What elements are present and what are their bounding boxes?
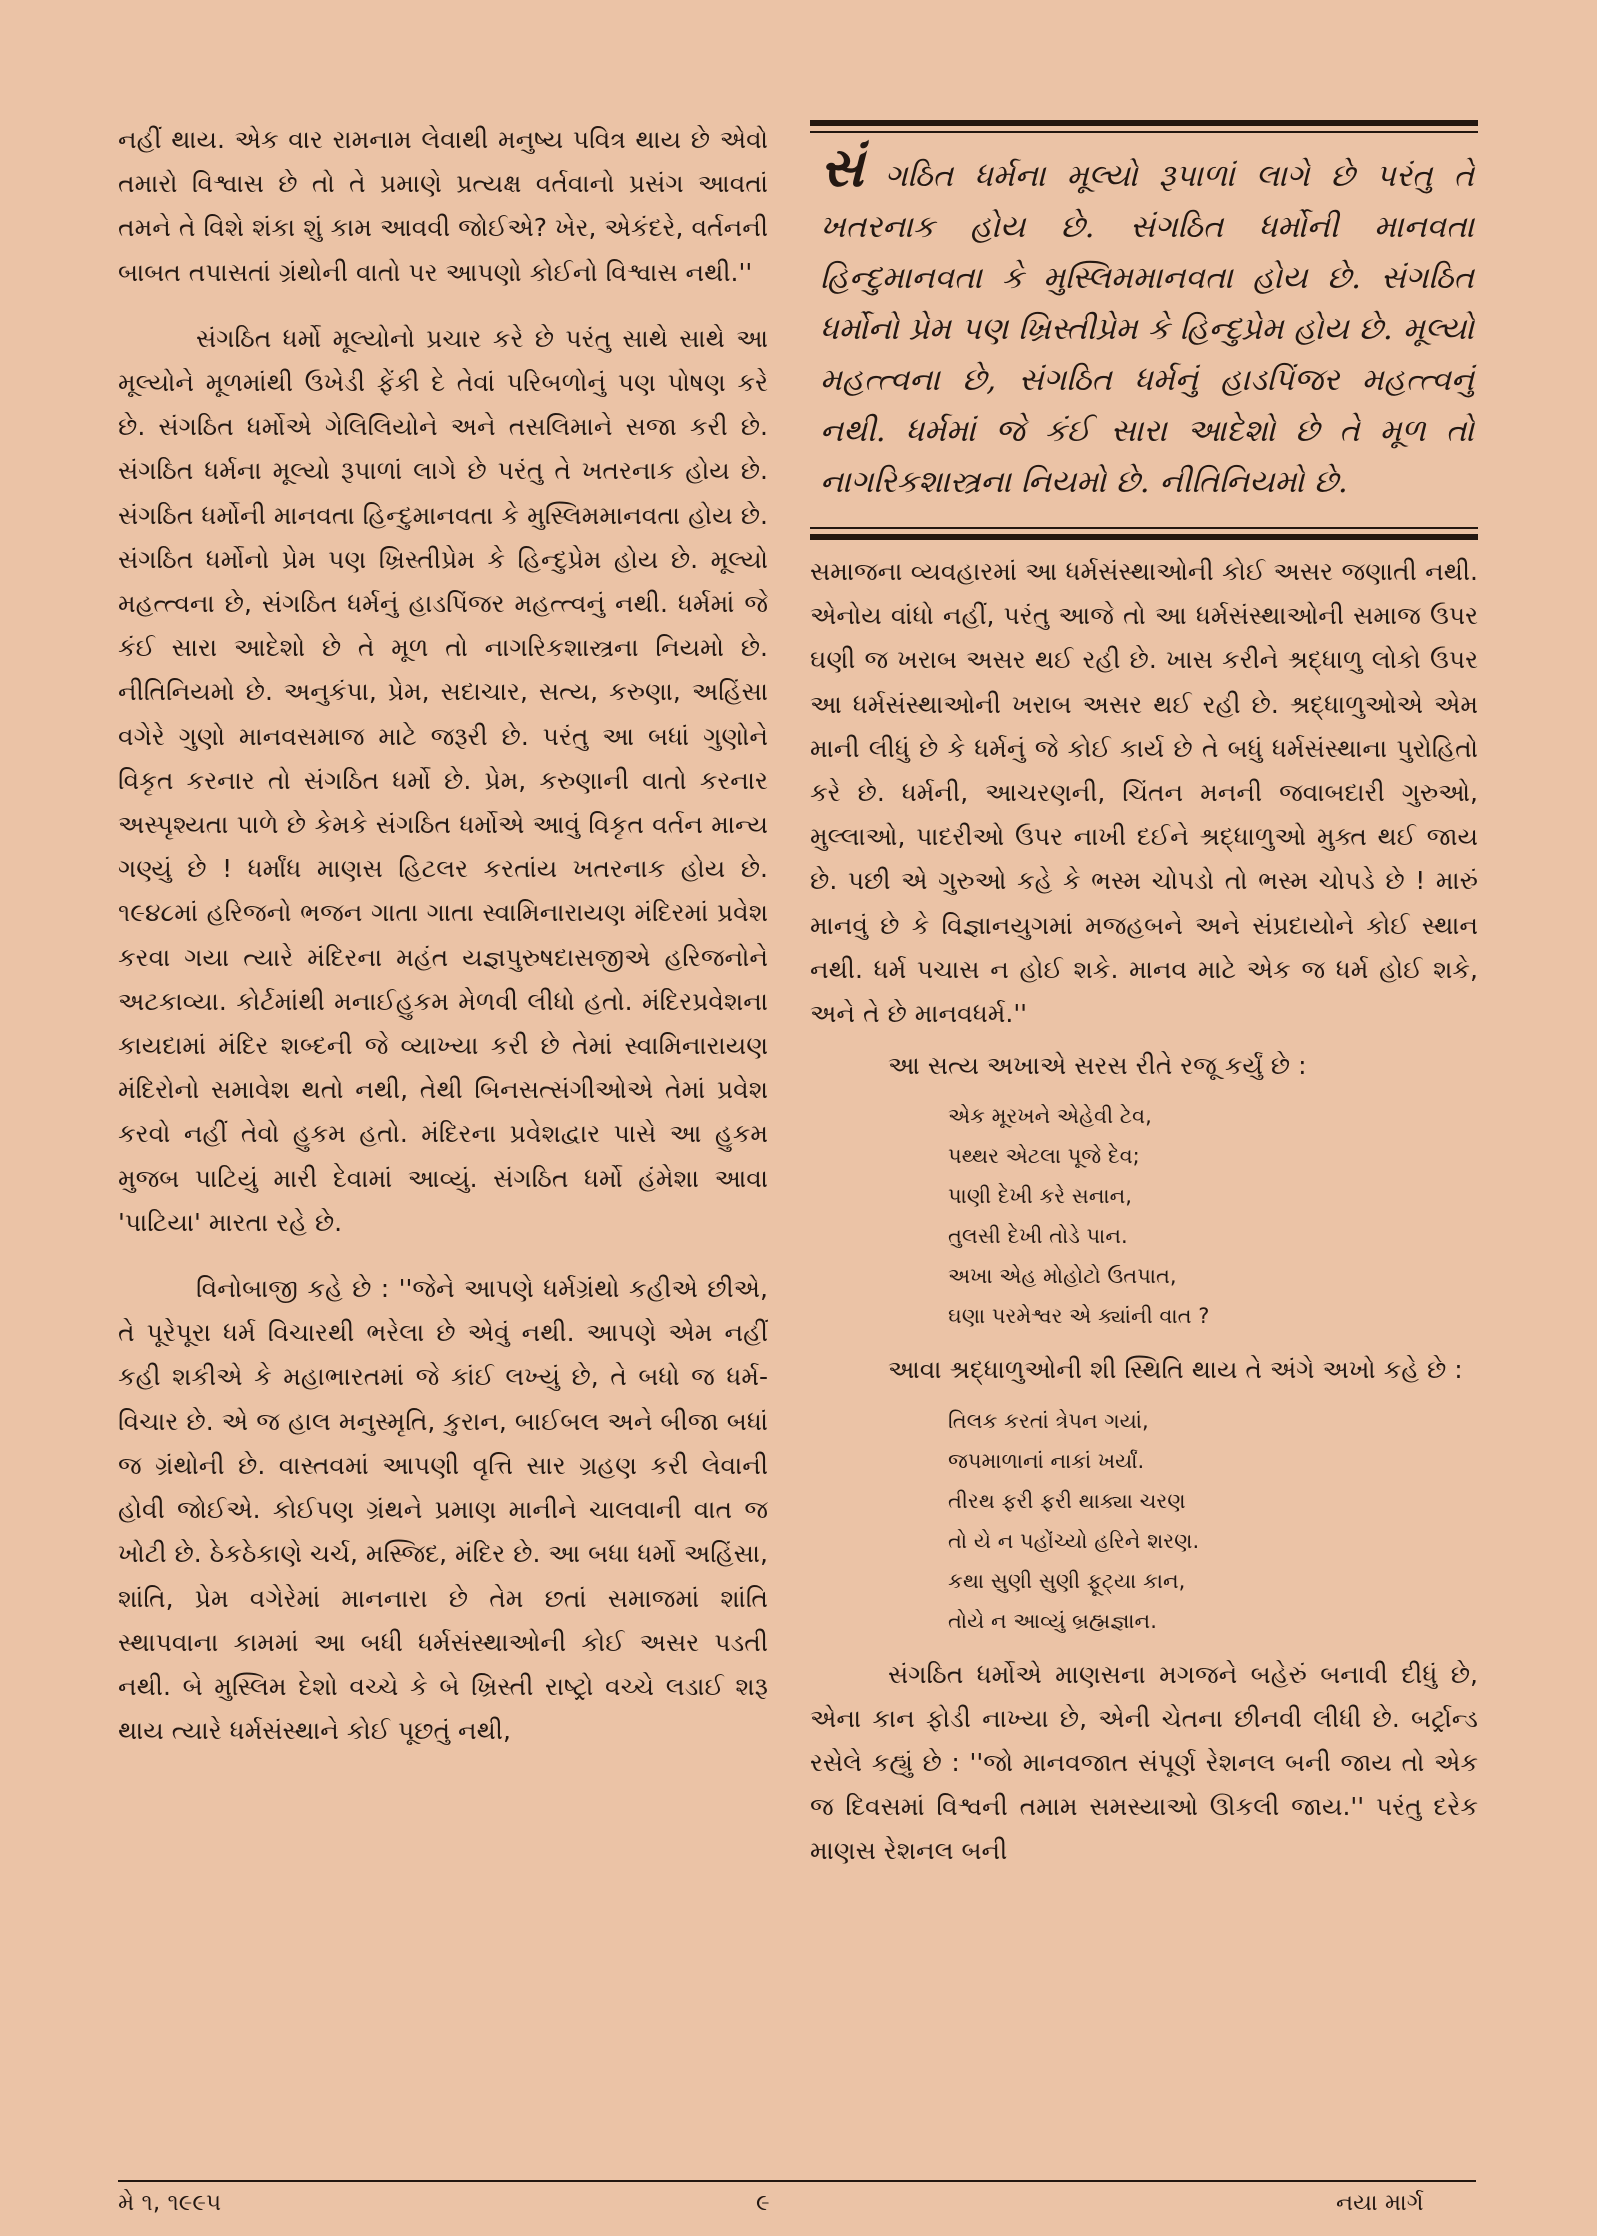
poem-1-line: તુલસી દેખી તોડે પાન.	[948, 1224, 1128, 1249]
pull-quote-top-rule-thick	[810, 120, 1478, 126]
right-body	[810, 550, 1478, 1874]
right-paragraph-2: સંગઠિત ધર્મોએ માણસના મગજને બહેરું બનાવી દીધું છે, એના કાન ફોડી નાખ્યા છે, એની ચેતના છીનવી લીધી છે. બર્ટ્રાન્ડ રસેલે કહ્યું છે : ''જો માનવજાત સંપૂર્ણ રેશનલ બની જાય તો એક જ દિવસમાં વિશ્વની તમામ સમસ્યાઓ ઊકલી જાય.'' પરંતુ દરેક માણસ રેશનલ બની	[810, 1659, 1478, 1866]
poem-2-line: તીરથ ફરી ફરી થાક્યા ચરણ	[948, 1488, 1186, 1513]
poem-1-line: પથ્થર એટલા પૂજે દેવ;	[948, 1144, 1140, 1169]
right-paragraph-1: સમાજના વ્યવહારમાં આ ધર્મસંસ્થાઓની કોઈ અસર જણાતી નથી. એનોય વાંધો નહીં, પરંતુ આજે તો આ ધર્મસંસ્થાઓની સમાજ ઉપર ઘણી જ ખરાબ અસર થઈ રહી છે. ખાસ કરીને શ્રદ્ધાળુ લોકો ઉપર આ ધર્મસંસ્થાઓની ખરાબ અસર થઈ રહી છે. શ્રદ્ધાળુઓએ એમ માની લીધું છે કે ધર્મનું જે કોઈ કાર્ય છે તે બધું ધર્મસંસ્થાના પુરોહિતો કરે છે. ધર્મની, આચરણની, ચિંતન મનની જવાબદારી ગુરુઓ, મુલ્લાઓ, પાદરીઓ ઉપર નાખી દઈને શ્રદ્ધાળુઓ મુક્ત થઈ જાય છે. પછી એ ગુરુઓ કહે કે ભસ્મ ચોપડો તો ભસ્મ ચોપડે છે ! મારું માનવું છે કે વિજ્ઞાનયુગમાં મજહબને અને સંપ્રદાયોને કોઈ સ્થાન નથી. ધર્મ પચાસ ન હોઈ શકે. માનવ માટે એક જ ધર્મ હોઈ શકે, અને તે છે માનવધર્મ.''	[810, 557, 1478, 1029]
publication-name: નયા માર્ગ	[1336, 2190, 1424, 2216]
left-paragraph-3: વિનોબાજી કહે છે : ''જેને આપણે ધર્મગ્રંથો કહીએ છીએ, તે પૂરેપૂરા ધર્મ વિચારથી ભરેલા છે એવું નથી. આપણે એમ નહીં કહી શકીએ કે મહાભારતમાં જે કાંઈ લખ્યું છે, તે બધો જ ધર્મ-વિચાર છે. એ જ હાલ મનુસ્મૃતિ, કુરાન, બાઈબલ અને બીજા બધાં જ ગ્રંથોની છે. વાસ્તવમાં આપણી વૃત્તિ સાર ગ્રહણ કરી લેવાની હોવી જોઈએ. કોઈપણ ગ્રંથને પ્રમાણ માનીને ચાલવાની વાત જ ખોટી છે. ઠેકઠેકાણે ચર્ચ, મસ્જિદ, મંદિર છે. આ બધા ધર્મો અહિંસા, શાંતિ, પ્રેમ વગેરેમાં માનનારા છે તેમ છતાં સમાજમાં શાંતિ સ્થાપવાના કામમાં આ બધી ધર્મસંસ્થાઓની કોઈ અસર પડતી નથી. બે મુસ્લિમ દેશો વચ્ચે કે બે ખ્રિસ્તી રાષ્ટ્રો વચ્ચે લડાઈ શરૂ થાય ત્યારે ધર્મસંસ્થાને કોઈ પૂછતું નથી,	[118, 1274, 769, 1746]
poem-2-line: જપમાળાનાં નાકાં ખર્યાં.	[948, 1448, 1145, 1473]
poem-1-line: ઘણા પરમેશ્વર એ ક્યાંની વાત ?	[948, 1304, 1210, 1329]
left-paragraph-2: સંગઠિત ધર્મો મૂલ્યોનો પ્રચાર કરે છે પરંતુ સાથે સાથે આ મૂલ્યોને મૂળમાંથી ઉખેડી ફેંકી દે તેવાં પરિબળોનું પણ પોષણ કરે છે. સંગઠિત ધર્મોએ ગેલિલિયોને અને તસલિમાને સજા કરી છે. સંગઠિત ધર્મના મૂલ્યો રૂપાળાં લાગે છે પરંતુ તે ખતરનાક હોય છે. સંગઠિત ધર્મોની માનવતા હિન્દુમાનવતા કે મુસ્લિમમાનવતા હોય છે. સંગઠિત ધર્મોનો પ્રેમ પણ ખ્રિસ્તીપ્રેમ કે હિન્દુપ્રેમ હોય છે. મૂલ્યો મહત્ત્વના છે, સંગઠિત ધર્મનું હાડપિંજર મહત્ત્વનું નથી. ધર્મમાં જે કંઈ સારા આદેશો છે તે મૂળ તો નાગરિકશાસ્ત્રના નિયમો છે. નીતિનિયમો છે. અનુકંપા, પ્રેમ, સદાચાર, સત્ય, કરુણા, અહિંસા વગેરે ગુણો માનવસમાજ માટે જરૂરી છે. પરંતુ આ બધાં ગુણોને વિકૃત કરનાર તો સંગઠિત ધર્મો છે. પ્રેમ, કરુણાની વાતો કરનાર અસ્પૃશ્યતા પાળે છે કેમકે સંગઠિત ધર્મોએ આવું વિકૃત વર્તન માન્ય ગણ્યું છે ! ધર્માંધ માણસ હિટલર કરતાંય ખતરનાક હોય છે. ૧૯૪૮માં હરિજનો ભજન ગાતા ગાતા સ્વામિનારાયણ મંદિરમાં પ્રવેશ કરવા ગયા ત્યારે મંદિરના મહંત યજ્ઞપુરુષદાસજીએ હરિજનોને અટકાવ્યા. કોર્ટમાંથી મનાઈહુકમ મેળવી લીધો હતો. મંદિરપ્રવેશના કાયદામાં મંદિર શબ્દની જે વ્યાખ્યા કરી છે તેમાં સ્વામિનારાયણ મંદિરોનો સમાવેશ થતો નથી, તેથી બિનસત્સંગીઓએ તેમાં પ્રવેશ કરવો નહીં તેવો હુકમ હતો. મંદિરના પ્રવેશદ્વાર પાસે આ હુકમ મુજબ પાટિયું મારી દેવામાં આવ્યું. સંગઠિત ધર્મો હંમેશા આવા 'પાટિયા' મારતા રહે છે.	[118, 323, 768, 1237]
poem-1-intro: આ સત્ય અખાએ સરસ રીતે રજૂ કર્યું છે :	[888, 1051, 1307, 1081]
pull-quote-bottom-rule-thick	[810, 534, 1478, 540]
pull-quote	[810, 133, 1478, 522]
poem-2-line: તોયે ન આવ્યું બ્રહ્મજ્ઞાન.	[948, 1608, 1157, 1633]
poem-2-line: કથા સુણી સુણી ફૂટ્યા કાન,	[948, 1568, 1186, 1593]
pull-quote-drop-cap: સં	[820, 135, 864, 199]
poem-2-intro: આવા શ્રદ્ધાળુઓની શી સ્થિતિ થાય તે અંગે અખો કહે છે :	[888, 1355, 1463, 1385]
poem-1-line: અખા એહ મોહોટો ઉતપાત,	[948, 1264, 1177, 1289]
page-number: ૯	[756, 2190, 770, 2216]
footer-rule	[118, 2180, 1476, 2182]
poem-2-line: તો યે ન પહોંચ્યો હરિને શરણ.	[948, 1528, 1200, 1553]
pull-quote-bottom-rule-thin	[810, 527, 1478, 529]
footer-date: મે ૧, ૧૯૯૫	[118, 2190, 222, 2216]
right-column	[810, 120, 1478, 1874]
poem-1-line: એક મૂરખને એહેવી ટેવ,	[948, 1104, 1152, 1129]
left-paragraph-1: નહીં થાય. એક વાર રામનામ લેવાથી મનુષ્ય પવિત્ર થાય છે એવો તમારો વિશ્વાસ છે તો તે પ્રમાણે પ્રત્યક્ષ વર્તવાનો પ્રસંગ આવતાં તમને તે વિશે શંકા શું કામ આવવી જોઈએ? ખેર, એકંદરે, વર્તનની બાબત તપાસતાં ગ્રંથોની વાતો પર આપણો કોઈનો વિશ્વાસ નથી.''	[118, 125, 768, 287]
poem-1	[948, 1096, 1478, 1336]
poem-2	[948, 1401, 1478, 1641]
pull-quote-text: ગઠિત ધર્મના મૂલ્યો રૂપાળાં લાગે છે પરંતુ તે ખતરનાક હોય છે. સંગઠિત ધર્મોની માનવતા હિન્દુમાનવતા કે મુસ્લિમમાનવતા હોય છે. સંગઠિત ધર્મોનો પ્રેમ પણ ખ્રિસ્તીપ્રેમ કે હિન્દુપ્રેમ હોય છે. મૂલ્યો મહત્ત્વના છે, સંગઠિત ધર્મનું હાડપિંજર મહત્ત્વનું નથી. ધર્મમાં જે કંઈ સારા આદેશો છે તે મૂળ તો નાગરિકશાસ્ત્રના નિયમો છે. નીતિનિયમો છે.	[820, 158, 1474, 500]
pull-quote-box	[810, 120, 1478, 540]
poem-1-line: પાણી દેખી કરે સનાન,	[948, 1184, 1132, 1209]
left-column	[118, 118, 768, 1775]
poem-2-line: તિલક કરતાં ત્રેપન ગયાં,	[948, 1408, 1149, 1433]
